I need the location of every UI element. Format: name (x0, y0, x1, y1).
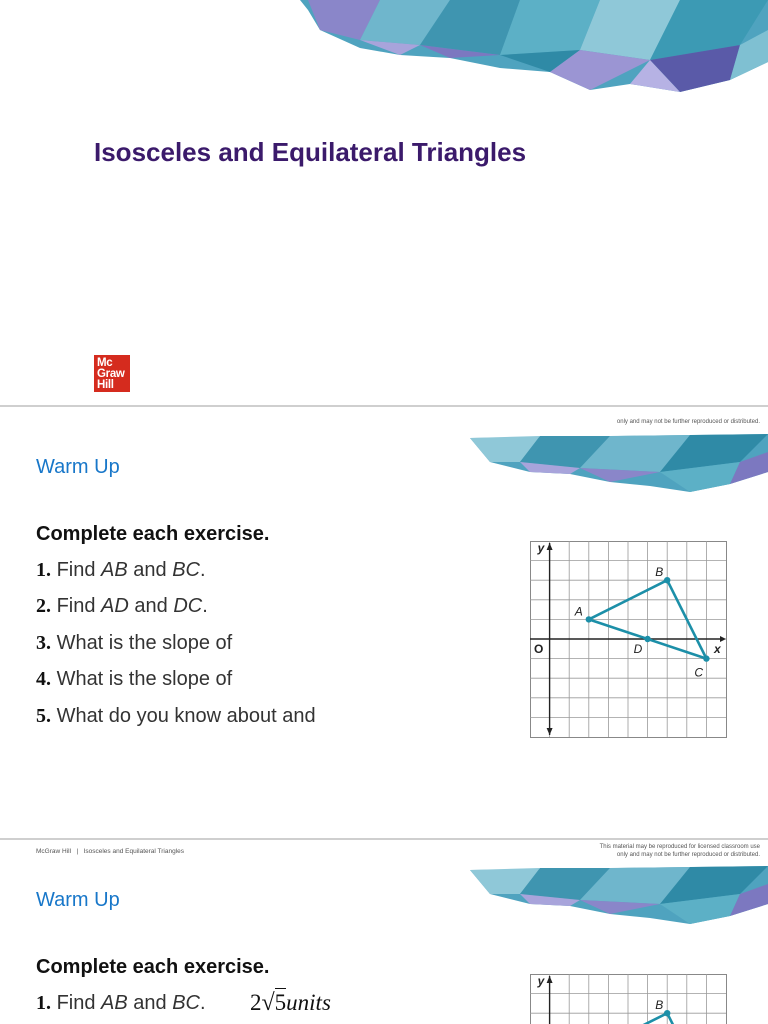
point-label-D: D (633, 642, 643, 656)
radical-sign: √ (261, 990, 275, 1016)
y-axis-label: y (537, 974, 545, 988)
decorative-geometric-banner (470, 864, 768, 928)
exercise-5: 5. What do you know about and (36, 705, 316, 727)
origin-label: O (534, 642, 544, 656)
answer-1 (250, 990, 331, 1017)
exercise-1: 1. Find AB and BC. (36, 992, 206, 1014)
decorative-geometric-banner (300, 0, 768, 100)
point-label-B: B (655, 565, 664, 580)
coordinate-graph (530, 541, 728, 741)
mcgraw-hill-logo (94, 355, 130, 392)
exercise-1: 1. Find AB and BC. (36, 559, 206, 581)
answer-radicand: 5 (274, 990, 287, 1015)
slide-title: Isosceles and Equilateral Triangles (94, 137, 527, 167)
point-D (644, 636, 650, 642)
logo-line-2: Graw (97, 368, 125, 380)
section-heading: Warm Up (36, 456, 120, 478)
answer-coefficient: 2 (250, 990, 262, 1015)
y-axis-label: y (537, 541, 545, 555)
x-axis-label: x (714, 642, 721, 656)
logo-line-3: Hill (97, 379, 114, 391)
point-C (703, 655, 709, 661)
point-label-B: B (655, 998, 664, 1013)
title-slide (0, 0, 768, 405)
logo-line-1: Mc (97, 357, 113, 369)
answer-unit: units (286, 990, 331, 1015)
point-label-C: C (694, 665, 704, 680)
point-A (586, 616, 592, 622)
point-B (664, 1010, 670, 1016)
exercise-3: 3. What is the slope of (36, 632, 233, 654)
instruction-text: Complete each exercise. (36, 523, 270, 545)
footer-credit: McGraw Hill | Isosceles and Equilateral Triangles (36, 848, 185, 855)
warm-up-answers-slide (0, 840, 768, 1024)
exercise-4: 4. What is the slope of (36, 668, 233, 690)
warm-up-slide (0, 408, 768, 838)
slide-divider (0, 405, 768, 407)
copyright-notice: only and may not be further reproduced or distributed. (616, 419, 760, 425)
coordinate-graph-partial (530, 974, 728, 1024)
point-label-A: A (574, 604, 583, 619)
exercise-2: 2. Find AD and DC. (36, 595, 208, 617)
graph-frame (531, 975, 727, 1024)
decorative-geometric-banner (470, 432, 768, 496)
copyright-notice: This material may be reproduced for licensed classroom use only and may not be further reproduced or distributed. (599, 844, 760, 858)
instruction-text: Complete each exercise. (36, 956, 270, 978)
point-B (664, 577, 670, 583)
section-heading: Warm Up (36, 889, 120, 911)
